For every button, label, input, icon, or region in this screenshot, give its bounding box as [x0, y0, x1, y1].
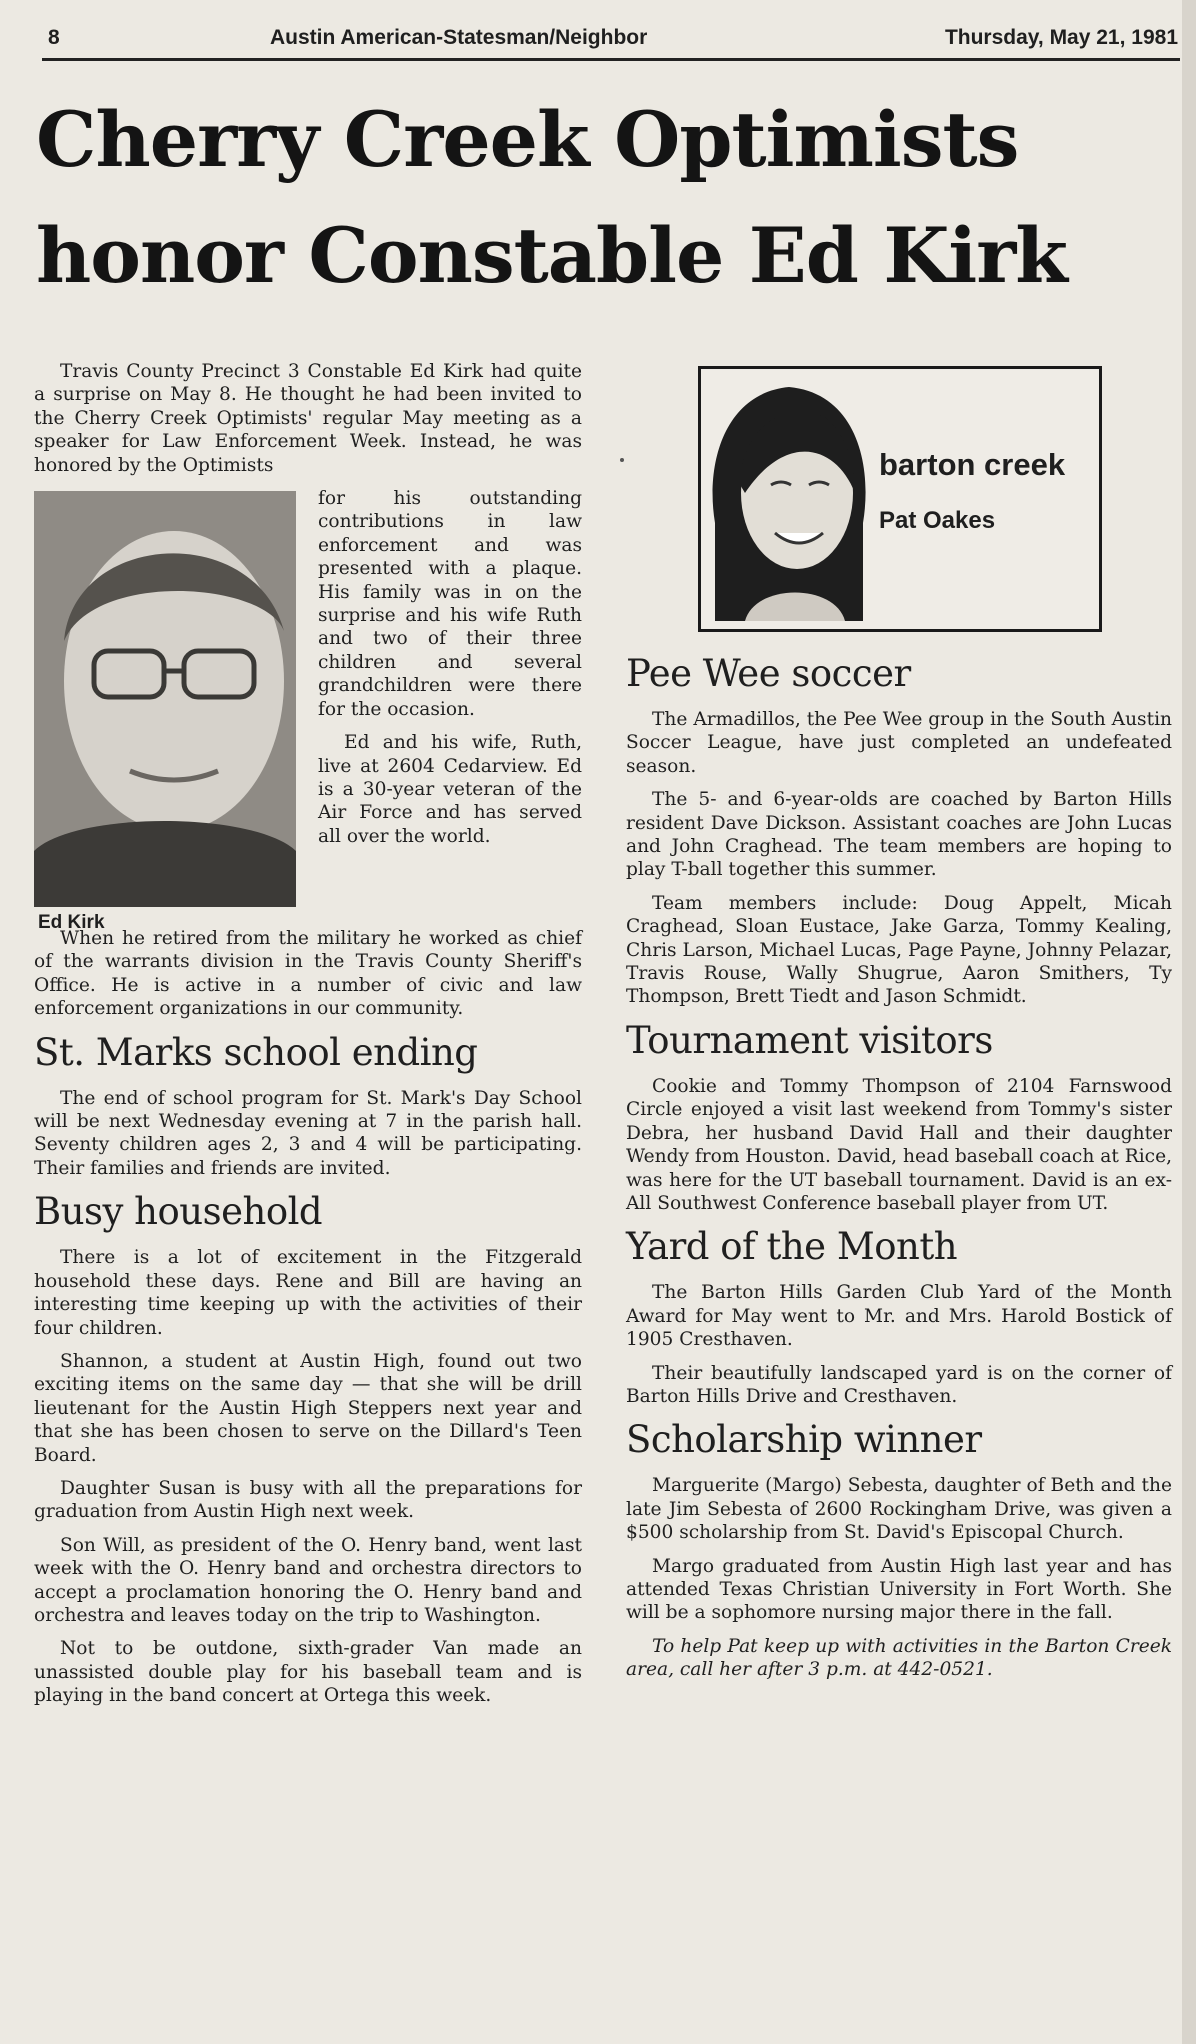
wrap-text — [318, 487, 582, 858]
pee-wee-paragraph-3: Team members include: Doug Appelt, Micah Craghead, Sloan Eustace, Jake Garza, Tommy Kealing, Chris Larson, Michael Lucas, Page Payne, Johnny Pelazar, Travis Rouse, Wally Shugrue, Aaron Smithers, Ty Thompson, Brett Tiedt and Jason Schmidt. — [626, 892, 1172, 1008]
column-logo-box — [698, 366, 1102, 632]
busy-household-paragraph-3: Daughter Susan is busy with all the preparations for graduation from Austin High next week. — [34, 1477, 582, 1523]
publication-name: Austin American-Statesman/Neighbor — [270, 26, 648, 49]
portrait-illustration — [34, 491, 296, 907]
pat-oakes-photo — [705, 373, 873, 621]
right-column — [626, 652, 1172, 1692]
headline-line-1: Cherry Creek Optimists — [36, 95, 1019, 184]
print-speck — [620, 458, 624, 462]
main-headline — [36, 82, 1156, 314]
pee-wee-heading: Pee Wee soccer — [626, 652, 911, 695]
busy-household-paragraph-4: Son Will, as president of the O. Henry band, went last week with the O. Henry band and orchestra directors to accept a proclamation honoring the O. Henry band and orchestra and leaves today on the trip to Washington. — [34, 1534, 582, 1626]
tournament-paragraph-1: Cookie and Tommy Thompson of 2104 Farnswood Circle enjoyed a visit last weekend from Tommy's sister Debra, her husband David Hall and their daughter Wendy from Houston. David, head baseball coach at Rice, was here for the UT baseball tournament. David is an ex-All Southwest Conference baseball player from UT. — [626, 1075, 1172, 1214]
st-marks-paragraph-1: The end of school program for St. Mark's Day School will be next Wednesday evening at 7 in the parish hall. Seventy children ages 2, 3 and 4 will be participating. Their families and friends are invited. — [34, 1087, 582, 1179]
page-number: 8 — [48, 26, 60, 49]
pee-wee-paragraph-1: The Armadillos, the Pee Wee group in the South Austin Soccer League, have just completed an undefeated season. — [626, 709, 1172, 777]
photo-wrap-area — [34, 487, 582, 934]
left-column — [34, 360, 582, 1718]
closing-note: To help Pat keep up with activities in the Barton Creek area, call her after 3 p.m. at 442-0521. — [626, 1635, 1172, 1681]
scholarship-paragraph-2: Margo graduated from Austin High last year and has attended Texas Christian University in Fort Worth. She will be a sophomore nursing major there in the fall. — [626, 1555, 1172, 1624]
busy-household-paragraph-5: Not to be outdone, sixth-grader Van made an unassisted double play for his baseball team and is playing in the band concert at Ortega this week. — [34, 1638, 582, 1707]
busy-household-paragraph-1: There is a lot of excitement in the Fitzgerald household these days. Rene and Bill are having an interesting time keeping up with the activities of their four children. — [34, 1247, 582, 1339]
lead-intro: Travis County Precinct 3 Constable Ed Kirk had quite a surprise on May 8. He thought he had been invited to the Cherry Creek Optimists' regular May meeting as a speaker for Law Enforcement Week. Instead, he was honored by the Optimists — [34, 361, 582, 476]
yard-paragraph-1: The Barton Hills Garden Club Yard of the Month Award for May went to Mr. and Mrs. Harold Bostick of 1905 Cresthaven. — [626, 1282, 1172, 1351]
busy-household-paragraph-2: Shannon, a student at Austin High, found out two exciting items on the same day — that she will be drill lieutenant for the Austin High Steppers next year and that she has been chosen to serve on the Dillard's Teen Board. — [34, 1350, 582, 1466]
pee-wee-paragraph-2: The 5- and 6-year-olds are coached by Barton Hills resident Dave Dickson. Assistant coaches are John Lucas and John Craghead. The team members are hoping to play T-ball together this summer. — [626, 789, 1172, 881]
lead-wrap-paragraph-1: for his outstanding contributions in law enforcement and was presented with a plaque. His family was in on the surprise and his wife Ruth and two of their three children and several grandchildren were there for the occasion. — [318, 488, 582, 720]
lead-paragraph-3: When he retired from the military he worked as chief of the warrants division in the Travis County Sheriff's Office. He is active in a number of civic and law enforcement organizations in our community. — [34, 928, 582, 1020]
scholarship-heading: Scholarship winner — [626, 1418, 982, 1462]
lead-wrap-paragraph-2: Ed and his wife, Ruth, live at 2604 Cedarview. Ed is a 30-year veteran of the Air Force and has served all over the world. — [318, 732, 582, 847]
column-author: Pat Oakes — [879, 507, 996, 534]
yard-heading: Yard of the Month — [626, 1225, 958, 1269]
adjacent-page-edge — [1182, 0, 1196, 2044]
portrait-illustration — [705, 373, 873, 621]
scholarship-paragraph-1: Marguerite (Margo) Sebesta, daughter of Beth and the late Jim Sebesta of 2600 Rockingham Drive, was given a $500 scholarship from St. David's Episcopal Church. — [626, 1475, 1172, 1544]
issue-date: Thursday, May 21, 1981 — [944, 26, 1178, 49]
busy-household-heading: Busy household — [34, 1190, 323, 1234]
tournament-heading: Tournament visitors — [626, 1018, 993, 1062]
masthead — [42, 18, 1180, 61]
column-title: barton creek — [879, 447, 1066, 482]
ed-kirk-photo — [34, 491, 296, 907]
yard-paragraph-2: Their beautifully landscaped yard is on the corner of Barton Hills Drive and Cresthaven. — [626, 1362, 1172, 1407]
st-marks-heading: St. Marks school ending — [34, 1030, 478, 1074]
headline-line-2: honor Constable Ed Kirk — [36, 211, 1067, 300]
photo-caption: Ed Kirk — [38, 912, 105, 934]
